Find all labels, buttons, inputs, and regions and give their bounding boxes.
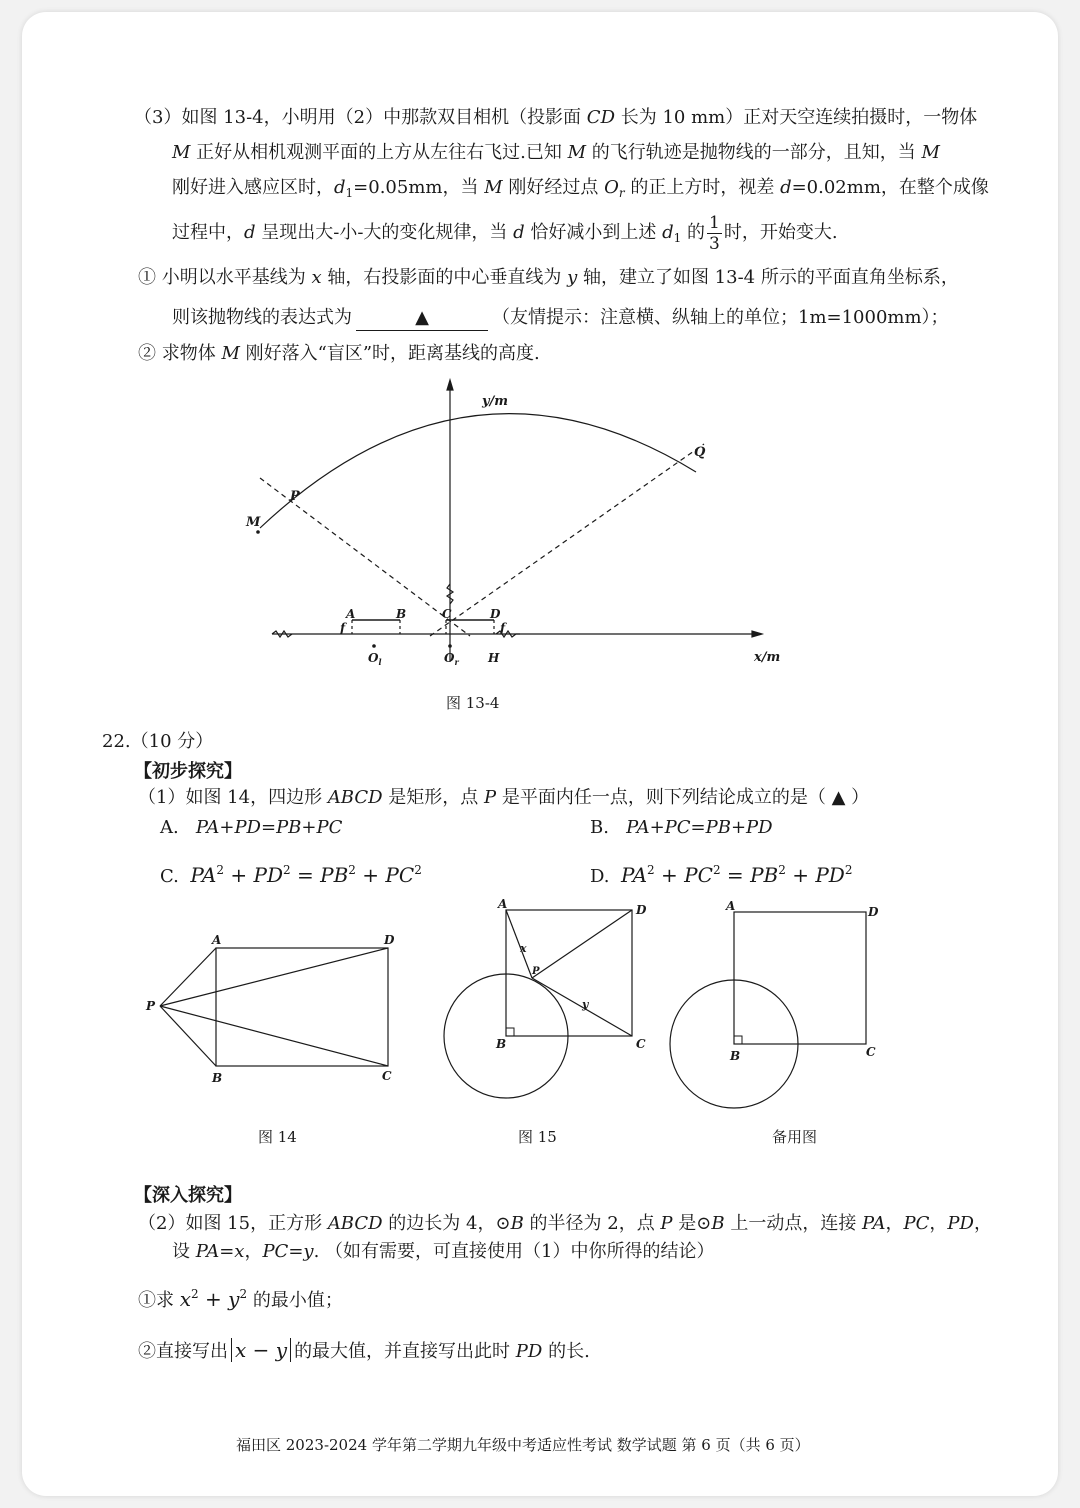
q22-part2-line2: 设 PA=x，PC=y. （如有需要，可直接使用（1）中你所得的结论） — [172, 1241, 715, 1262]
label-a: A — [726, 899, 736, 913]
q21-line4: 过程中，d 呈现出大-小-大的变化规律，当 d 恰好减小到上述 $d_1$ 的 $\frac{1}{3}$ 时，开始变大. — [172, 212, 838, 254]
option-d[interactable]: D. $PA^2 + PC^2 = PB^2 + PD^2$ — [590, 863, 853, 887]
q21-sub1-line2: 则该抛物线的表达式为 ▲ （友情提示：注意横、纵轴上的单位；1m=1000mm）； — [172, 306, 949, 331]
label-c: C — [866, 1045, 876, 1059]
label-a: A — [498, 897, 508, 911]
fig15-caption: 图 15 — [518, 1128, 557, 1146]
q22-sub1: ①求 $x^2 + y^2$ 的最小值； — [138, 1287, 343, 1311]
right-angle-mark — [506, 1028, 514, 1036]
q21-sub1-line1: ① 小明以水平基线为 x 轴，右投影面的中心垂直线为 y 轴，建立了如图 13-4 所示的平面直角坐标系， — [138, 267, 959, 288]
point-m — [256, 530, 260, 534]
label-d: D — [384, 933, 395, 947]
y-axis-arrow-icon — [447, 380, 453, 390]
label-p: P — [146, 999, 156, 1013]
label-b: B — [730, 1049, 741, 1063]
page-footer: 福田区 2023-2024 学年第二学期九年级中考适应性考试 数学试题 第 6 页（共 6 页） — [236, 1436, 810, 1454]
q22-sub2: ②直接写出 x − y 的最大值，并直接写出此时 PD 的长. — [138, 1338, 590, 1362]
q21-line2: M 正好从相机观测平面的上方从左往右飞过.已知 M 的飞行轨迹是抛物线的一部分，且知，当 M — [172, 142, 940, 163]
label-c: C — [382, 1069, 392, 1083]
label-p: P — [532, 966, 540, 977]
label-q: Q — [694, 445, 706, 460]
option-a[interactable]: A. PA+PD=PB+PC — [160, 817, 343, 838]
figure-spare — [662, 896, 882, 1112]
label-ol: $O_l$ — [368, 651, 382, 667]
square-abcd — [734, 912, 866, 1044]
label-f-left: f — [340, 621, 346, 635]
q22-part1: （1）如图 14，四边形 ABCD 是矩形，点 P 是平面内任一点，则下列结论成立的是（ ▲ ） — [138, 787, 870, 808]
figure-15 — [436, 896, 656, 1112]
figure-13-4 — [246, 374, 790, 704]
point-ol — [372, 644, 376, 648]
label-c: C — [636, 1037, 646, 1051]
abs-x-minus-y: x − y — [231, 1338, 291, 1362]
option-b[interactable]: B. PA+PC=PB+PD — [590, 817, 773, 838]
label-m: M — [246, 515, 261, 530]
q21-line3: 刚好进入感应区时，$d_1=0.05mm$，当 M 刚好经过点 $O_r$ 的正上方时，视差 d=0.02mm，在整个成像 — [172, 177, 989, 200]
section-deep-exploration: 【深入探究】 — [134, 1185, 242, 1206]
q21-line1: （3）如图 13-4，小明用（2）中那款双目相机（投影面 CD 长为 10 mm）正对天空连续拍摄时，一物体 — [134, 107, 978, 128]
rectangle-abcd — [216, 948, 388, 1066]
parabola-trajectory — [260, 414, 696, 528]
right-sight-line — [430, 444, 704, 636]
fig13-4-caption: 图 13-4 — [446, 694, 500, 712]
section-initial-exploration: 【初步探究】 — [134, 761, 242, 782]
label-y: y — [582, 998, 589, 1011]
q22-header: 22.（10 分） — [102, 731, 214, 752]
label-p: P — [290, 489, 300, 504]
q22-part2-line1: （2）如图 15，正方形 ABCD 的边长为 4，⊙B 的半径为 2，点 P 是⊙B 上一动点，连接 PA，PC，PD， — [138, 1213, 992, 1234]
square-abcd — [506, 910, 632, 1036]
label-b: B — [396, 607, 407, 621]
label-c: C — [442, 607, 452, 621]
label-d: D — [490, 607, 501, 621]
x-axis-arrow-icon — [752, 631, 762, 637]
label-or: $O_r$ — [444, 651, 459, 667]
label-x: x — [520, 942, 527, 955]
y-axis-label: y/m — [482, 394, 509, 409]
label-h: H — [488, 651, 500, 665]
label-b: B — [212, 1071, 223, 1085]
x-axis-label: x/m — [754, 650, 781, 665]
answer-blank[interactable]: ▲ — [356, 306, 488, 331]
spare-fig-caption: 备用图 — [772, 1128, 818, 1146]
fraction-one-third: $\frac{1}{3}$ — [709, 212, 720, 254]
option-c[interactable]: C. $PA^2 + PD^2 = PB^2 + PC^2$ — [160, 863, 422, 887]
point-or — [448, 644, 452, 648]
right-angle-mark — [734, 1036, 742, 1044]
fig14-caption: 图 14 — [258, 1128, 297, 1146]
figure-14 — [142, 930, 402, 1085]
label-a: A — [346, 607, 356, 621]
exam-page — [22, 12, 1058, 1496]
label-b: B — [496, 1037, 507, 1051]
q21-sub2: ② 求物体 M 刚好落入“盲区”时，距离基线的高度. — [138, 343, 540, 364]
label-d: D — [636, 903, 647, 917]
label-a: A — [212, 933, 222, 947]
label-d: D — [868, 905, 879, 919]
label-f-right: f — [500, 621, 506, 635]
